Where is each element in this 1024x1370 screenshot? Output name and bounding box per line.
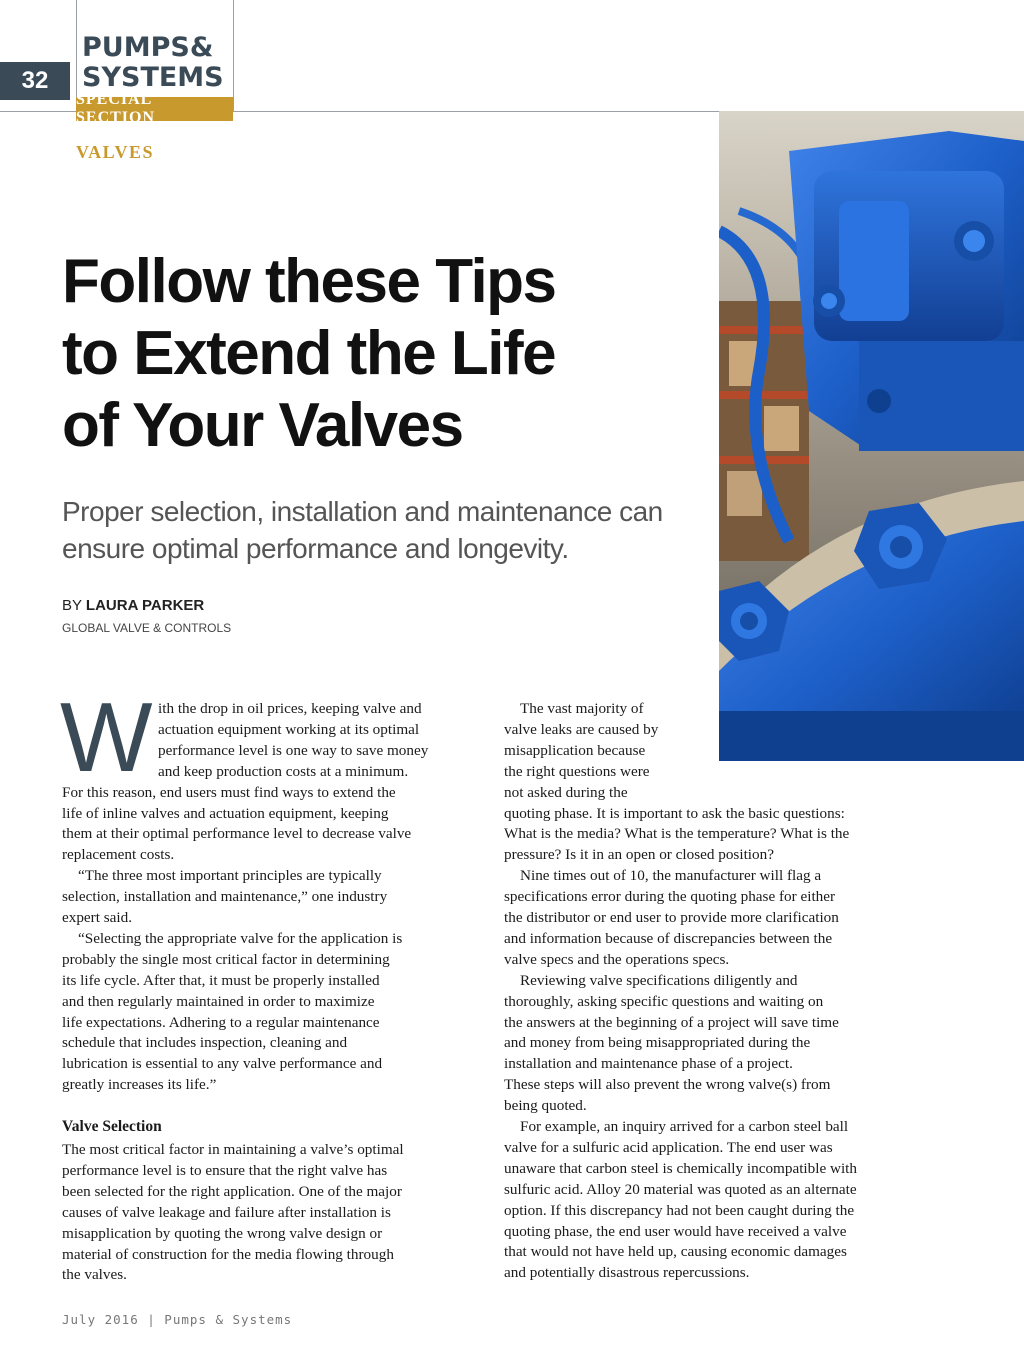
deck-line: Proper selection, installation and maintenance can <box>62 496 663 527</box>
body-line: causes of valve leakage and failure after installation is <box>62 1203 391 1221</box>
body-line: option. If this discrepancy had not been caught during the <box>504 1201 855 1219</box>
body-line: specifications error during the quoting phase for either <box>504 888 836 906</box>
body-line: These steps will also prevent the wrong valve(s) from <box>504 1076 831 1094</box>
page-number: 32 <box>0 62 70 100</box>
body-line: quoting phase. It is important to ask the basic questions: <box>504 804 845 822</box>
section-label: VALVES <box>76 142 155 162</box>
body-line: expert said. <box>62 909 133 926</box>
body-line: ith the drop in oil prices, keeping valve and <box>158 700 422 717</box>
body-line: thoroughly, asking specific questions and waiting on <box>504 992 824 1010</box>
body-line: lubrication is essential to any valve performance and <box>62 1055 383 1073</box>
headline-line: of Your Valves <box>62 391 463 460</box>
body-line: unaware that carbon steel is chemically incompatible with <box>504 1159 857 1177</box>
deck-line: ensure optimal performance and longevity. <box>62 533 569 564</box>
body-line: and then regularly maintained in order to maximize <box>62 992 375 1010</box>
logo-line-systems: SYSTEMS <box>82 62 224 93</box>
article-headline <box>62 246 702 462</box>
body-line: probably the single most critical factor in determining <box>62 950 390 968</box>
body-line: that would not have held up, causing economic damages <box>504 1243 847 1261</box>
byline <box>62 597 204 614</box>
body-line: For example, an inquiry arrived for a carbon steel ball <box>520 1118 849 1135</box>
headline-line: Follow these Tips <box>62 247 556 316</box>
body-line: performance level is to ensure that the right valve has <box>62 1161 388 1179</box>
body-line: selection, installation and maintenance,” one industry <box>62 888 388 906</box>
byline-prefix: BY <box>62 597 86 614</box>
body-line: and information because of discrepancies between the <box>504 929 833 947</box>
body-line: not asked during the <box>504 783 628 801</box>
body-line: valve specs and the operations specs. <box>504 950 730 968</box>
body-line: For this reason, end users must find ways to extend the <box>62 783 396 801</box>
body-line: being quoted. <box>504 1097 587 1115</box>
body-line: quoting phase, the end user would have received a valve <box>504 1222 847 1240</box>
body-line: What is the media? What is the temperature? What is the <box>504 825 850 843</box>
body-line: schedule that includes inspection, cleaning and <box>62 1034 348 1052</box>
body-line: The most critical factor in maintaining a valve’s optimal <box>62 1141 404 1158</box>
body-line: them at their optimal performance level to decrease valve <box>62 825 412 843</box>
body-line: and money from being misappropriated during the <box>504 1034 811 1052</box>
body-line: valve for a sulfuric acid application. The end user was <box>504 1138 833 1156</box>
valve-photo <box>719 111 1024 761</box>
body-line: the answers at the beginning of a project will save time <box>504 1013 839 1031</box>
article-deck <box>62 493 712 567</box>
author-name: LAURA PARKER <box>85 597 205 614</box>
body-line: life of inline valves and actuation equipment, keeping <box>62 804 389 822</box>
body-line: valve leaks are caused by <box>504 720 659 738</box>
page-footer: July 2016 | Pumps & Systems <box>62 1312 293 1327</box>
body-line: replacement costs. <box>62 846 175 864</box>
body-line: “Selecting the appropriate valve for the application is <box>78 929 403 947</box>
body-line: life expectations. Adhering to a regular maintenance <box>62 1013 380 1031</box>
headline-line: to Extend the Life <box>62 319 556 388</box>
body-line: Nine times out of 10, the manufacturer will flag a <box>520 867 822 885</box>
body-line: sulfuric acid. Alloy 20 material was quoted as an alternate <box>504 1180 857 1198</box>
body-line: material of construction for the media flowing through <box>62 1245 394 1263</box>
author-affiliation: GLOBAL VALVE & CONTROLS <box>62 621 232 635</box>
body-line: The vast majority of <box>520 700 644 717</box>
body-line: actuation equipment working at its optimal <box>158 720 420 738</box>
body-line: and potentially disastrous repercussions. <box>504 1264 750 1282</box>
body-line: “The three most important principles are typically <box>78 867 382 885</box>
body-line: and keep production costs at a minimum. <box>158 762 409 780</box>
body-line: Reviewing valve specifications diligently and <box>520 971 798 989</box>
drop-cap: W <box>60 682 153 792</box>
body-line: its life cycle. After that, it must be properly installed <box>62 971 380 989</box>
body-line: misapplication because <box>504 741 646 759</box>
logo-line-pumps: PUMPS& <box>82 32 214 63</box>
body-line: performance level is one way to save money <box>158 741 429 759</box>
body-line: pressure? Is it in an open or closed position? <box>504 846 774 864</box>
body-line: the distributor or end user to provide more clarification <box>504 909 839 926</box>
body-line: been selected for the right application. One of the major <box>62 1182 402 1200</box>
body-line: the right questions were <box>504 762 650 780</box>
body-line: greatly increases its life.” <box>62 1076 217 1094</box>
special-section-banner: SPECIAL SECTION <box>76 97 233 121</box>
body-line: misapplication by quoting the wrong valve design or <box>62 1224 383 1242</box>
body-line: the valves. <box>62 1266 127 1284</box>
subhead-valve-selection: Valve Selection <box>62 1118 162 1135</box>
body-line: installation and maintenance phase of a project. <box>504 1055 793 1073</box>
